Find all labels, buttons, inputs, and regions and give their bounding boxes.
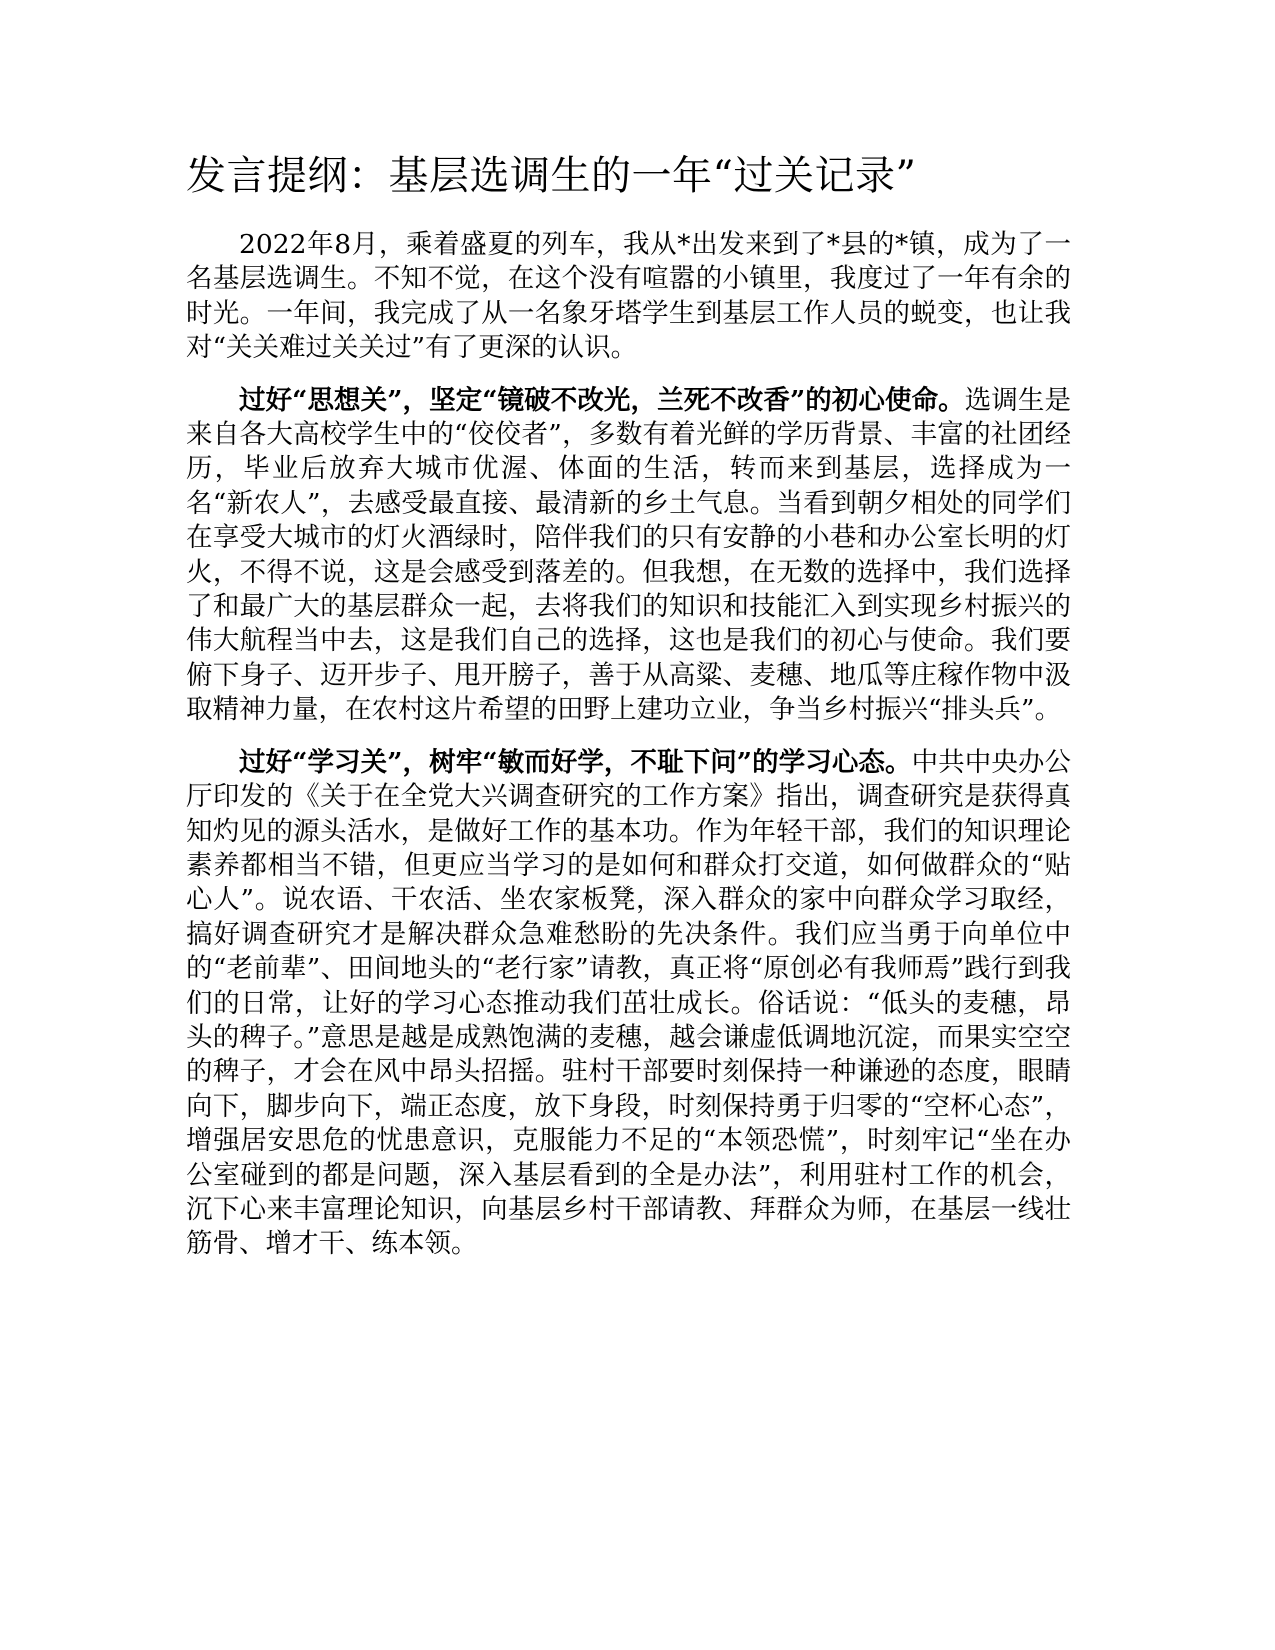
paragraph-text: 选调生是来自各大高校学生中的“佼佼者”，多数有着光鲜的学历背景、丰富的社团经历，毕业后放弃大城市优渥、体面的生活，转而来到基层，选择成为一名“新农人”，去感受最直接、最清新的乡土气息。当看到朝夕相处的同学们在享受大城市的灯火酒绿时，陪伴我们的只有安静的小巷和办公室长明的灯火，不得不说，这是会感受到落差的。但我想，在无数的选择中，我们选择了和最广大的基层群众一起，去将我们的知识和技能汇入到实现乡村振兴的伟大航程当中去，这是我们自己的选择，这也是我们的初心与使命。我们要俯下身子、迈开步子、甩开膀子，善于从高粱、麦穗、地瓜等庄稼作物中汲取精神力量，在农村这片希望的田野上建功立业，争当乡村振兴“排头兵”。 [186,384,1072,726]
paragraph-lead: 过好“思想关”，坚定“镜破不改光，兰死不改香”的初心使命。 [239,384,965,416]
paragraph-lead: 过好“学习关”，树牢“敏而好学，不耻下问”的学习心态。 [239,746,912,778]
document-title: 发言提纲：基层选调生的一年“过关记录” [186,153,917,199]
paragraph-intro [186,228,1071,366]
paragraph-study [186,746,1071,1262]
paragraph-text: 2022年8月，乘着盛夏的列车，我从*出发来到了*县的*镇，成为了一名基层选调生。不知不觉，在这个没有喧嚣的小镇里，我度过了一年有余的时光。一年间，我完成了从一名象牙塔学生到基层工作人员的蜕变，也让我对“关关难过关关过”有了更深的认识。 [186,229,1071,364]
paragraph-text: 中共中央办公厅印发的《关于在全党大兴调查研究的工作方案》指出，调查研究是获得真知灼见的源头活水，是做好工作的基本功。作为年轻干部，我们的知识理论素养都相当不错，但更应当学习的是如何和群众打交道，如何做群众的“贴心人”。说农语、干农活、坐农家板凳，深入群众的家中向群众学习取经，搞好调查研究才是解决群众急难愁盼的先决条件。我们应当勇于向单位中的“老前辈”、田间地头的“老行家”请教，真正将“原创必有我师焉”践行到我们的日常，让好的学习心态推动我们茁壮成长。俗话说：“低头的麦穗，昂头的稗子。”意思是越是成熟饱满的麦穗，越会谦虚低调地沉淀，而果实空空的稗子，才会在风中昂头招摇。驻村干部要时刻保持一种谦逊的态度，眼睛向下，脚步向下，端正态度，放下身段，时刻保持勇于归零的“空杯心态”，增强居安思危的忧患意识，克服能力不足的“本领恐慌”，时刻牢记“坐在办公室碰到的都是问题，深入基层看到的全是办法”，利用驻村工作的机会，沉下心来丰富理论知识，向基层乡村干部请教、拜群众为师，在基层一线壮筋骨、增才干、练本领。 [186,746,1071,1260]
document-page [186,148,1071,1280]
paragraph-thought [186,384,1071,728]
